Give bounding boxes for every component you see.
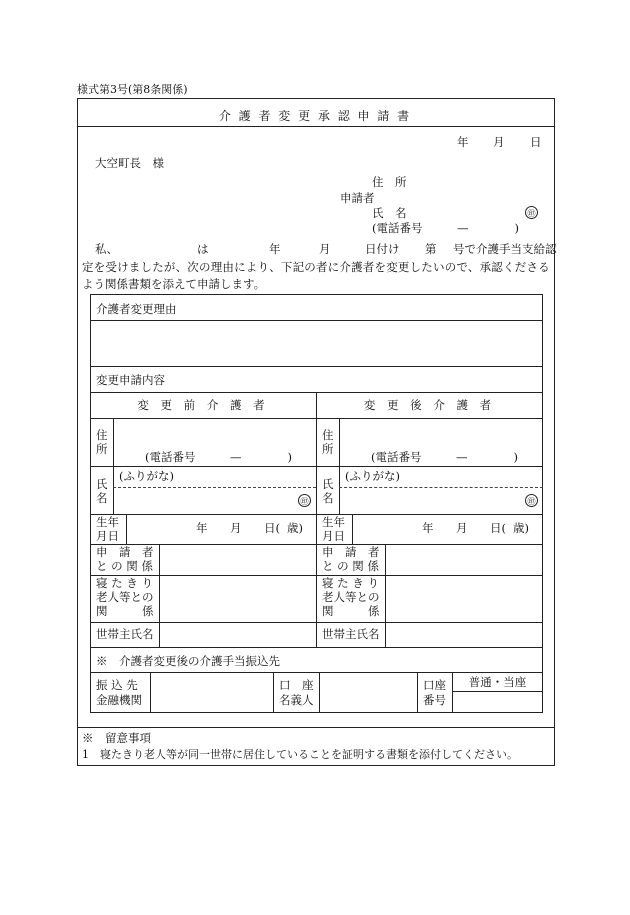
applicant-name-label: 氏 名 [372,206,407,220]
bank-label-1: 振 込 先 [96,678,138,692]
before-header: 変 更 前 介 護 者 [137,398,269,412]
row-divider [90,544,543,545]
account-no-label-2: 番号 [423,693,446,707]
before-birth-age: 歳) [287,521,303,535]
after-birth-month: 月 [456,521,468,535]
before-relation-label-1: 申 請 者 [96,545,154,559]
after-household-label: 世帯主氏名 [322,627,380,641]
after-birth-day: 日( [490,521,506,535]
applicant-label: 申請者 [340,191,375,205]
form-number: 様式第3号(第8条関係) [77,83,188,96]
account-type-divider [452,691,543,692]
before-seal-icon: ㊞ [298,494,311,507]
applicant-seal-icon: ㊞ [525,206,538,219]
after-bedridden-label-2: 老人等との [322,590,380,604]
holder-label-1: 口 座 [279,678,314,692]
body-line-3: よう関係書類を添えて申請します。 [82,277,266,291]
furigana-divider [339,487,543,488]
bank-divider [319,672,320,713]
column-divider [316,392,317,647]
reason-label: 介護者変更理由 [96,302,177,316]
before-bedridden-label-1: 寝 た き り [96,576,153,590]
label-divider [385,544,386,647]
after-relation-label-2: と の 関 係 [322,559,379,573]
addressee: 大空町長 様 [95,156,164,170]
bank-divider [273,672,274,713]
body-word-5: 日付け [365,242,400,256]
before-furigana: (ふりがな) [119,469,174,483]
row-divider [90,514,543,515]
after-birth-age: 歳) [513,521,529,535]
after-birth-label: 生年月日 [322,515,345,543]
body-word-6: 第 [425,242,437,256]
after-address-label: 住所 [322,428,334,456]
applicant-address-label: 住 所 [372,175,407,189]
holder-label-2: 名義人 [279,693,314,707]
date-year: 年 [457,135,469,149]
applicant-phone: (電話番号 — ) [372,221,519,235]
notes-divider [77,727,555,728]
before-birth-year: 年 [196,521,208,535]
row-divider [90,647,543,648]
before-household-label: 世帯主氏名 [96,627,154,641]
before-birth-label: 生年月日 [96,515,119,543]
after-seal-icon: ㊞ [525,494,538,507]
form-title: 介 護 者 変 更 承 認 申 請 書 [218,109,412,123]
after-furigana: (ふりがな) [345,469,400,483]
before-name-label: 氏名 [96,477,108,505]
furigana-divider [113,487,316,488]
content-label: 変更申請内容 [96,373,165,387]
notes-item-1: 1 寝たきり老人等が同一世帯に居住していることを証明する書類を添付してください。 [82,748,518,761]
row-divider [90,672,543,673]
body-word-3: 年 [269,242,281,256]
before-bedridden-label-3: 関 係 [96,604,154,618]
body-word-2: は [197,242,209,256]
body-word-7: 号で介護手当支給認 [453,242,557,256]
row-divider [90,575,543,576]
before-relation-label-2: と の 関 係 [96,559,153,573]
label-divider [126,514,127,544]
label-divider [159,544,160,647]
after-relation-label-1: 申 請 者 [322,545,380,559]
transfer-header: ※ 介護者変更後の介護手当振込先 [96,654,280,668]
after-bedridden-label-1: 寝 た き り [322,576,379,590]
title-divider [77,126,555,127]
row-divider [90,622,543,623]
account-type: 普通・当座 [468,675,527,689]
after-phone: (電話番号 — ) [371,450,518,464]
after-header: 変 更 後 介 護 者 [363,398,496,412]
bank-divider [417,672,418,713]
row-divider [90,418,543,419]
body-line-2: 定を受けましたが、次の理由により、下記の者に介護者を変更したいので、承認くださる [82,260,550,274]
after-birth-year: 年 [422,521,434,535]
label-divider [352,514,353,544]
after-name-label: 氏名 [322,477,334,505]
row-divider [90,320,543,321]
before-birth-month: 月 [230,521,242,535]
before-bedridden-label-2: 老人等との [96,590,154,604]
body-word-4: 月 [319,242,331,256]
bank-divider [150,672,151,713]
before-phone: (電話番号 — ) [145,450,292,464]
before-address-label: 住所 [96,428,108,456]
row-divider [90,366,543,367]
bank-label-2: 金融機関 [96,693,142,707]
before-birth-day: 日( [264,521,280,535]
row-divider [90,466,543,467]
notes-heading: ※ 留意事項 [82,731,151,745]
body-word-1: 私、 [95,242,118,256]
date-month: 月 [493,135,505,149]
account-no-label-1: 口座 [423,678,446,692]
after-bedridden-label-3: 関 係 [322,604,380,618]
date-day: 日 [530,135,542,149]
